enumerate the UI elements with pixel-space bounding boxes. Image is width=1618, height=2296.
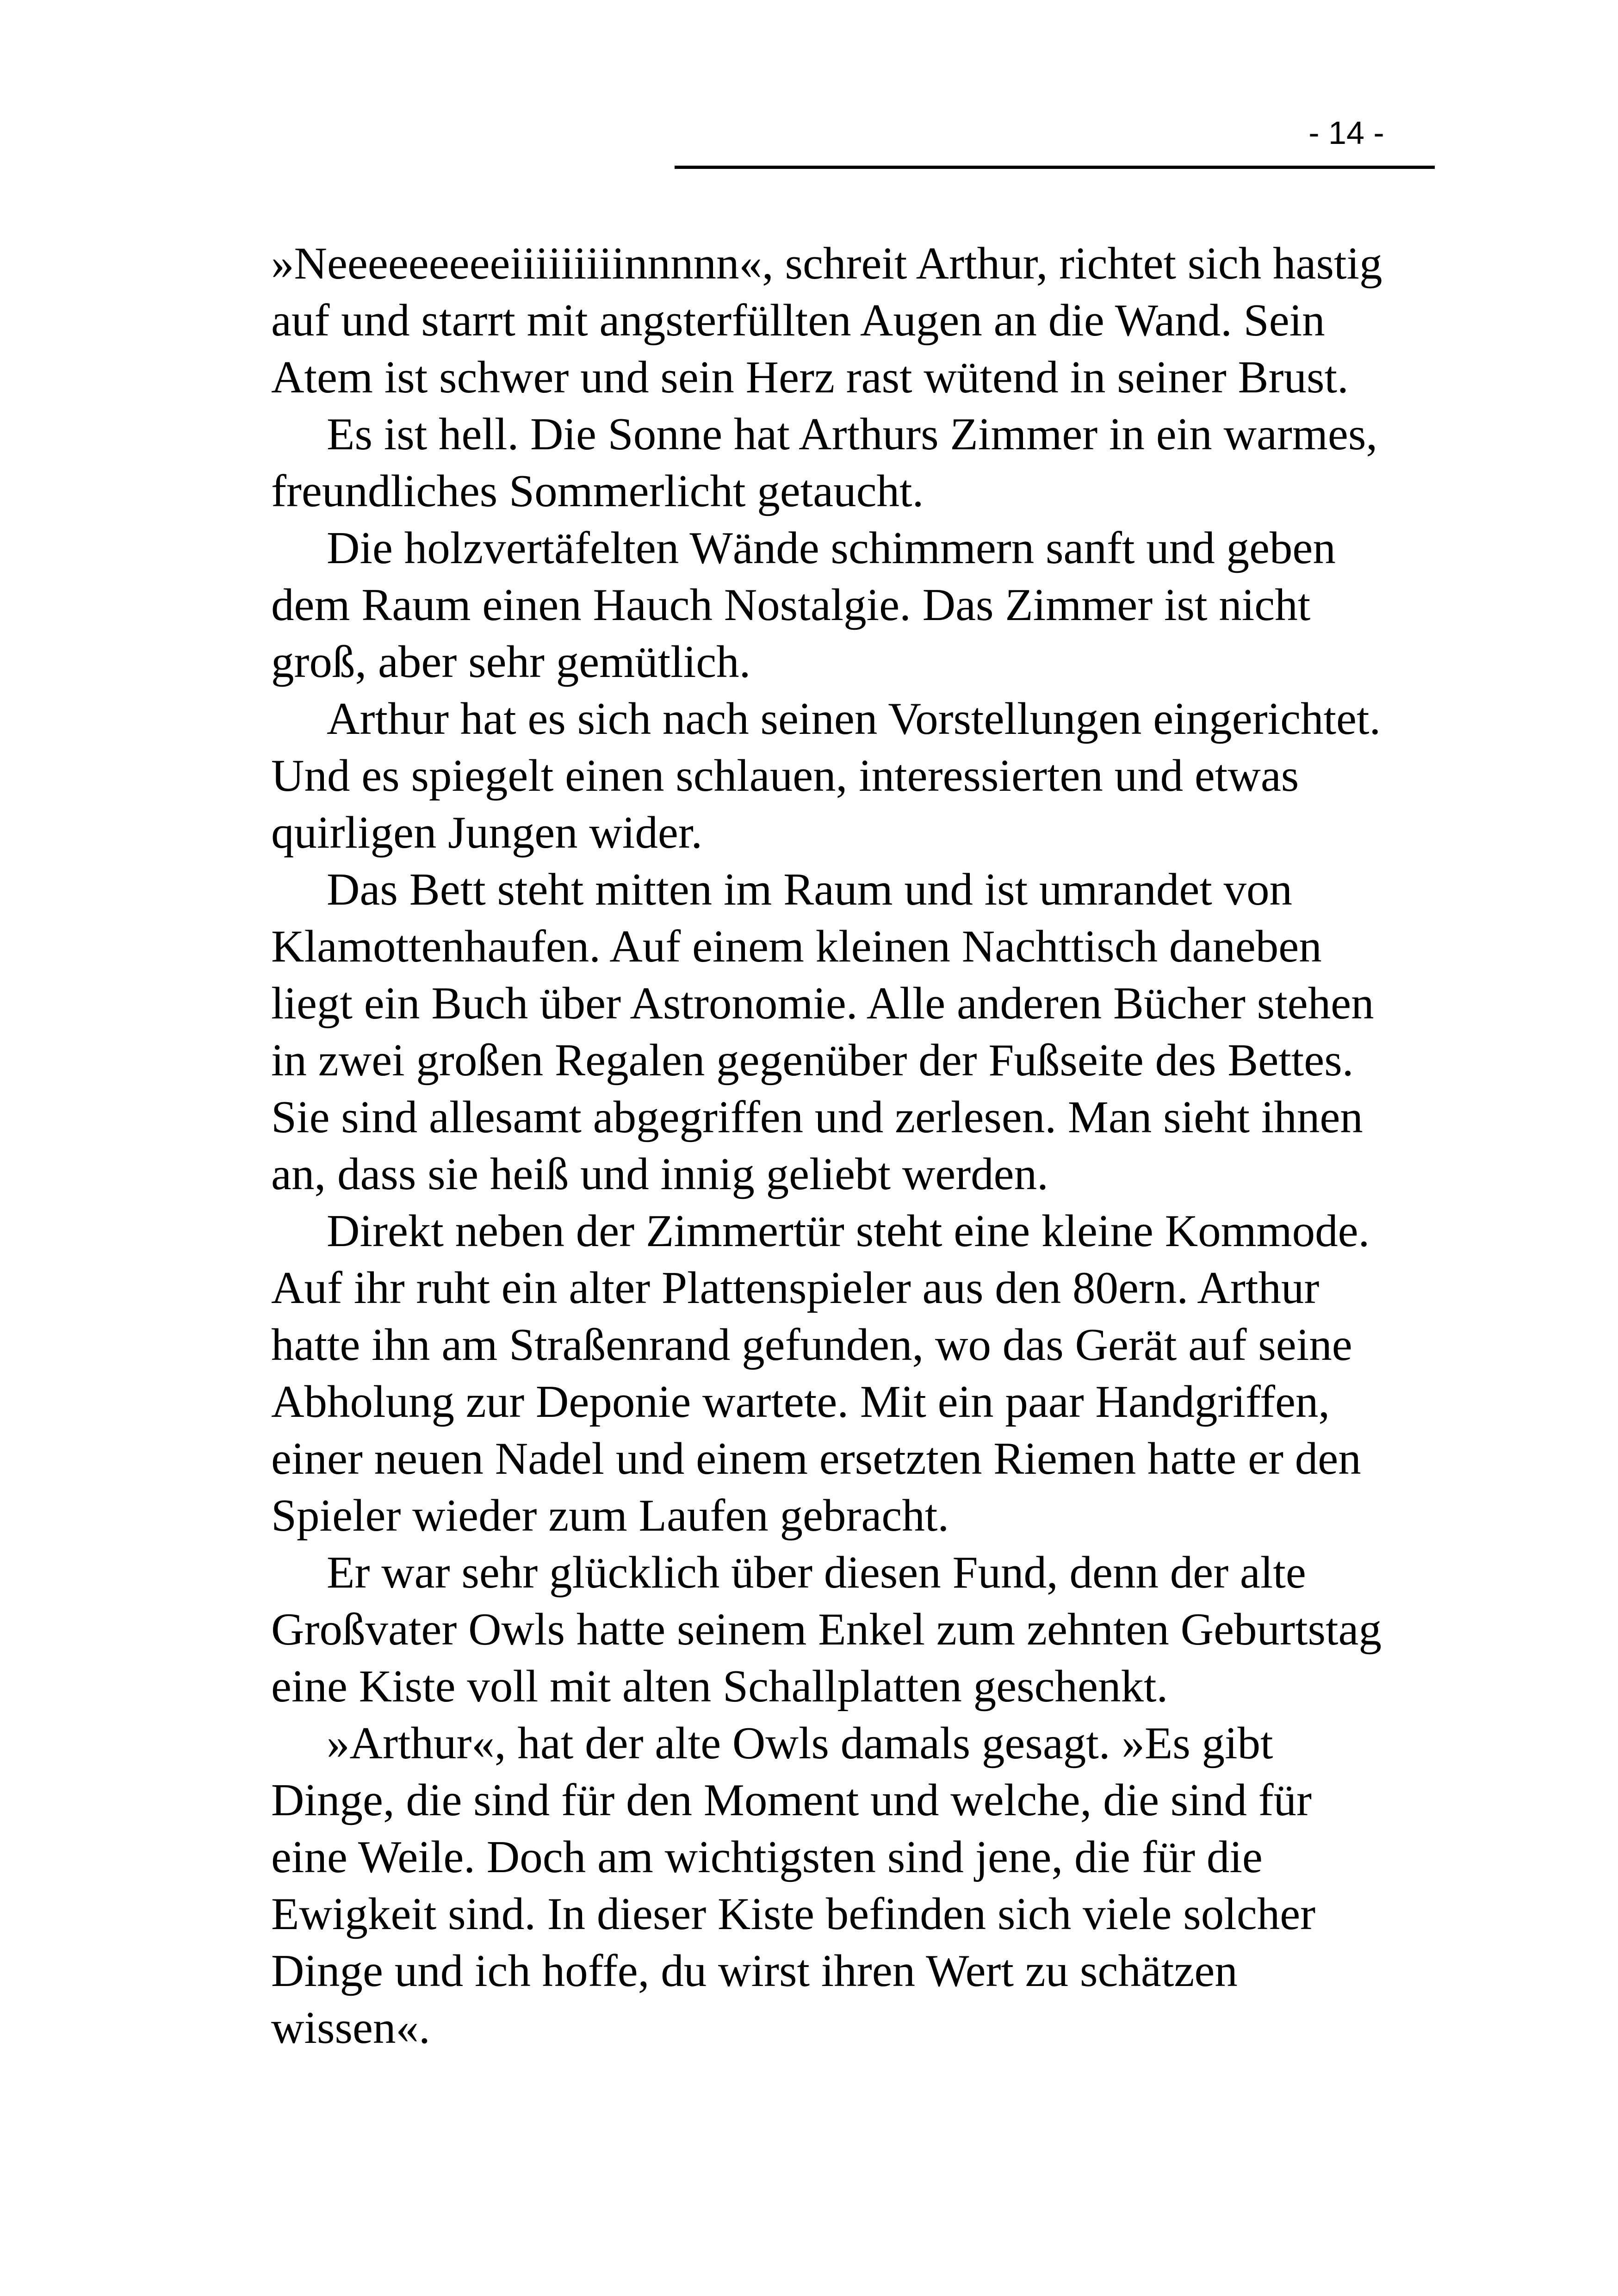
text-line: Sie sind allesamt abgegriffen und zerlesen. Man sieht ihnen — [271, 1092, 1363, 1142]
text-body — [271, 235, 1456, 2056]
text-line: freundliches Sommerlicht getaucht. — [271, 466, 924, 516]
text-line: Spieler wieder zum Laufen gebracht. — [271, 1490, 949, 1541]
text-line: Direkt neben der Zimmertür steht eine kleine Kommode. — [327, 1206, 1370, 1256]
text-line: Es ist hell. Die Sonne hat Arthurs Zimmer in ein warmes, — [327, 409, 1378, 459]
text-line: Er war sehr glücklich über diesen Fund, denn der alte — [327, 1547, 1306, 1598]
text-line: an, dass sie heiß und innig geliebt werden. — [271, 1149, 1048, 1199]
text-line: Abholung zur Deponie wartete. Mit ein paar Handgriffen, — [271, 1377, 1330, 1427]
text-line: Klamottenhaufen. Auf einem kleinen Nachttisch daneben — [271, 921, 1322, 972]
text-line: Und es spiegelt einen schlauen, interessierten und etwas — [271, 751, 1299, 801]
text-line: Dinge, die sind für den Moment und welche, die sind für — [271, 1775, 1312, 1825]
text-line: einer neuen Nadel und einem ersetzten Riemen hatte er den — [271, 1433, 1361, 1484]
paragraph — [271, 1203, 1456, 1544]
paragraph — [271, 861, 1456, 1203]
text-line: Atem ist schwer und sein Herz rast wütend in seiner Brust. — [271, 352, 1349, 403]
text-line: Arthur hat es sich nach seinen Vorstellungen eingerichtet. — [327, 694, 1381, 744]
text-line: Auf ihr ruht ein alter Plattenspieler aus den 80ern. Arthur — [271, 1263, 1320, 1313]
text-line: auf und starrt mit angsterfüllten Augen an die Wand. Sein — [271, 295, 1325, 346]
paragraph — [271, 235, 1456, 406]
paragraph — [271, 1715, 1456, 2056]
text-line: Die holzvertäfelten Wände schimmern sanft und geben — [327, 523, 1336, 573]
page-number: - 14 - — [1308, 115, 1384, 151]
text-line: »Neeeeeeeeeiiiiiiiiinnnnn«, schreit Arthur, richtet sich hastig — [271, 238, 1382, 289]
text-line: in zwei großen Regalen gegenüber der Fußseite des Bettes. — [271, 1035, 1354, 1086]
text-line: Ewigkeit sind. In dieser Kiste befinden sich viele solcher — [271, 1889, 1316, 1939]
header-rule — [675, 166, 1435, 169]
paragraph — [271, 406, 1456, 520]
text-line: Dinge und ich hoffe, du wirst ihren Wert zu schätzen — [271, 1946, 1238, 1996]
text-line: liegt ein Buch über Astronomie. Alle anderen Bücher stehen — [271, 978, 1374, 1029]
paragraph — [271, 520, 1456, 690]
text-line: eine Weile. Doch am wichtigsten sind jene, die für die — [271, 1832, 1263, 1882]
paragraph — [271, 690, 1456, 861]
text-line: Großvater Owls hatte seinem Enkel zum zehnten Geburtstag — [271, 1604, 1382, 1655]
text-line: »Arthur«, hat der alte Owls damals gesagt. »Es gibt — [327, 1718, 1273, 1769]
text-line: quirligen Jungen wider. — [271, 807, 703, 858]
paragraph — [271, 1544, 1456, 1715]
text-line: dem Raum einen Hauch Nostalgie. Das Zimmer ist nicht — [271, 580, 1311, 630]
text-line: Das Bett steht mitten im Raum und ist umrandet von — [327, 864, 1293, 915]
text-line: hatte ihn am Straßenrand gefunden, wo das Gerät auf seine — [271, 1320, 1352, 1370]
text-line: eine Kiste voll mit alten Schallplatten geschenkt. — [271, 1661, 1168, 1712]
text-line: wissen«. — [271, 2003, 430, 2053]
text-line: groß, aber sehr gemütlich. — [271, 637, 751, 687]
